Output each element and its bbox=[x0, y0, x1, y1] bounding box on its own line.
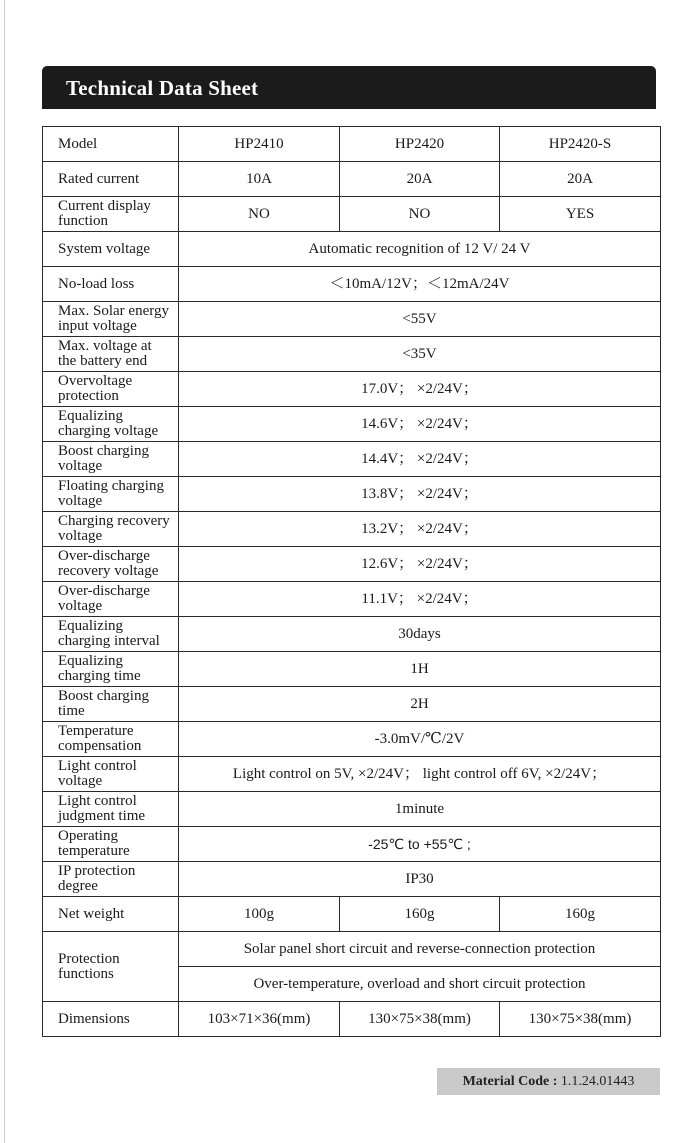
row-label bbox=[43, 932, 179, 1002]
row-label bbox=[43, 652, 179, 687]
row-value: 1minute bbox=[179, 792, 661, 827]
label-line: Light control bbox=[58, 793, 137, 809]
row-value: <55V bbox=[179, 302, 661, 337]
table-row-overvoltage-protection bbox=[43, 372, 661, 407]
row-value: <35V bbox=[179, 337, 661, 372]
table-row-floating-charging-voltage bbox=[43, 477, 661, 512]
row-label: System voltage bbox=[43, 232, 179, 267]
row-value: ＜10mA/12V；＜12mA/24V bbox=[179, 267, 661, 302]
label-line: Temperature bbox=[58, 723, 134, 739]
label-line: recovery voltage bbox=[58, 563, 159, 579]
row-label bbox=[43, 407, 179, 442]
row-label bbox=[43, 337, 179, 372]
label-line: Charging recovery bbox=[58, 513, 170, 529]
row-value: 13.8V； ×2/24V； bbox=[179, 477, 661, 512]
header-bar bbox=[42, 66, 656, 109]
table-row-light-control-voltage bbox=[43, 757, 661, 792]
label-line: Max. voltage at bbox=[58, 338, 152, 354]
label-line: Boost charging bbox=[58, 688, 149, 704]
table-row-max-solar-input bbox=[43, 302, 661, 337]
row-label bbox=[43, 827, 179, 862]
row-label bbox=[43, 792, 179, 827]
row-value: 1H bbox=[179, 652, 661, 687]
row-label bbox=[43, 512, 179, 547]
label-line: Protection bbox=[58, 950, 120, 967]
label-line: charging interval bbox=[58, 633, 160, 649]
row-value: 14.4V； ×2/24V； bbox=[179, 442, 661, 477]
table-row-boost-charging-time bbox=[43, 687, 661, 722]
row-value: Over-temperature, overload and short circuit protection bbox=[179, 967, 661, 1002]
cell-hp2420s: 130×75×38(mm) bbox=[500, 1002, 661, 1037]
label-line: the battery end bbox=[58, 353, 148, 369]
label-line: judgment time bbox=[58, 808, 146, 824]
table-row-over-discharge-voltage bbox=[43, 582, 661, 617]
label-line: Over-discharge bbox=[58, 583, 150, 599]
row-value: 13.2V； ×2/24V； bbox=[179, 512, 661, 547]
label-line: Current display bbox=[58, 198, 151, 214]
table-row-over-discharge-recovery-voltage bbox=[43, 547, 661, 582]
table-row-equalizing-charging-voltage bbox=[43, 407, 661, 442]
label-line: charging time bbox=[58, 668, 141, 684]
page-edge-line bbox=[4, 0, 5, 1143]
table-row-light-control-judgment-time bbox=[43, 792, 661, 827]
page-title: Technical Data Sheet bbox=[66, 76, 259, 100]
cell-hp2410: HP2410 bbox=[179, 127, 340, 162]
label-line: Over-discharge bbox=[58, 548, 150, 564]
cell-hp2420: 160g bbox=[340, 897, 500, 932]
label-line: protection bbox=[58, 388, 119, 404]
label-line: Equalizing bbox=[58, 408, 123, 424]
table-row-temperature-compensation bbox=[43, 722, 661, 757]
cell-hp2420s: 20A bbox=[500, 162, 661, 197]
row-label bbox=[43, 197, 179, 232]
label-line: Boost charging bbox=[58, 443, 149, 459]
material-code-label: Material Code : bbox=[462, 1074, 558, 1089]
label-line: time bbox=[58, 703, 85, 719]
label-line: Operating bbox=[58, 828, 118, 844]
label-line: degree bbox=[58, 878, 98, 894]
row-value: Light control on 5V, ×2/24V； light control off 6V, ×2/24V； bbox=[179, 757, 661, 792]
row-value: 2H bbox=[179, 687, 661, 722]
table-row-protection-functions bbox=[43, 932, 661, 967]
table-row-model bbox=[43, 127, 661, 162]
table-row-operating-temperature bbox=[43, 827, 661, 862]
row-value: IP30 bbox=[179, 862, 661, 897]
row-label bbox=[43, 687, 179, 722]
row-label: No-load loss bbox=[43, 267, 179, 302]
row-label bbox=[43, 302, 179, 337]
label-line: voltage bbox=[58, 493, 103, 509]
cell-hp2420: HP2420 bbox=[340, 127, 500, 162]
row-value: 17.0V； ×2/24V； bbox=[179, 372, 661, 407]
table-row-rated-current bbox=[43, 162, 661, 197]
technical-data-table bbox=[42, 126, 661, 1037]
row-value: 14.6V； ×2/24V； bbox=[179, 407, 661, 442]
material-code-box bbox=[437, 1068, 660, 1095]
table-row-max-battery-voltage bbox=[43, 337, 661, 372]
row-label bbox=[43, 757, 179, 792]
cell-hp2420s: 160g bbox=[500, 897, 661, 932]
label-line: Light control bbox=[58, 758, 137, 774]
row-value: 30days bbox=[179, 617, 661, 652]
cell-hp2420: 20A bbox=[340, 162, 500, 197]
row-label: Model bbox=[43, 127, 179, 162]
row-label: Dimensions bbox=[43, 1002, 179, 1037]
table-row-no-load-loss bbox=[43, 267, 661, 302]
cell-hp2410: NO bbox=[179, 197, 340, 232]
label-line: function bbox=[58, 213, 108, 229]
row-label bbox=[43, 582, 179, 617]
label-line: input voltage bbox=[58, 318, 137, 334]
label-line: voltage bbox=[58, 458, 103, 474]
label-line: IP protection bbox=[58, 863, 136, 879]
label-line: voltage bbox=[58, 598, 103, 614]
row-label bbox=[43, 477, 179, 512]
label-line: compensation bbox=[58, 738, 142, 754]
cell-hp2410: 100g bbox=[179, 897, 340, 932]
label-line: Overvoltage bbox=[58, 373, 133, 389]
label-line: Equalizing bbox=[58, 653, 123, 669]
row-value: -3.0mV/℃/2V bbox=[179, 722, 661, 757]
label-line: voltage bbox=[58, 773, 103, 789]
cell-hp2420: NO bbox=[340, 197, 500, 232]
label-line: charging voltage bbox=[58, 423, 159, 439]
label-line: functions bbox=[58, 965, 114, 982]
row-label bbox=[43, 862, 179, 897]
row-label bbox=[43, 722, 179, 757]
table-row-charging-recovery-voltage bbox=[43, 512, 661, 547]
table-row-ip-protection-degree bbox=[43, 862, 661, 897]
material-code-value: 1.1.24.01443 bbox=[560, 1074, 635, 1089]
table-row-system-voltage bbox=[43, 232, 661, 267]
label-line: Equalizing bbox=[58, 618, 123, 634]
row-label bbox=[43, 372, 179, 407]
table-row-equalizing-charging-time bbox=[43, 652, 661, 687]
cell-hp2410: 103×71×36(mm) bbox=[179, 1002, 340, 1037]
cell-hp2420s: YES bbox=[500, 197, 661, 232]
table-row-dimensions bbox=[43, 1002, 661, 1037]
row-value: Automatic recognition of 12 V/ 24 V bbox=[179, 232, 661, 267]
row-label: Rated current bbox=[43, 162, 179, 197]
label-line: Floating charging bbox=[58, 478, 164, 494]
table-row-boost-charging-voltage bbox=[43, 442, 661, 477]
cell-hp2410: 10A bbox=[179, 162, 340, 197]
row-label bbox=[43, 547, 179, 582]
table-row-net-weight bbox=[43, 897, 661, 932]
cell-hp2420s: HP2420-S bbox=[500, 127, 661, 162]
row-value: -25℃ to +55℃ ; bbox=[179, 827, 661, 862]
row-value: 12.6V； ×2/24V； bbox=[179, 547, 661, 582]
label-line: voltage bbox=[58, 528, 103, 544]
cell-hp2420: 130×75×38(mm) bbox=[340, 1002, 500, 1037]
row-label bbox=[43, 617, 179, 652]
table-row-current-display bbox=[43, 197, 661, 232]
row-label bbox=[43, 442, 179, 477]
label-line: temperature bbox=[58, 843, 130, 859]
row-value: 11.1V； ×2/24V； bbox=[179, 582, 661, 617]
row-label: Net weight bbox=[43, 897, 179, 932]
row-value: Solar panel short circuit and reverse-connection protection bbox=[179, 932, 661, 967]
table-row-equalizing-charging-interval bbox=[43, 617, 661, 652]
label-line: Max. Solar energy bbox=[58, 303, 169, 319]
